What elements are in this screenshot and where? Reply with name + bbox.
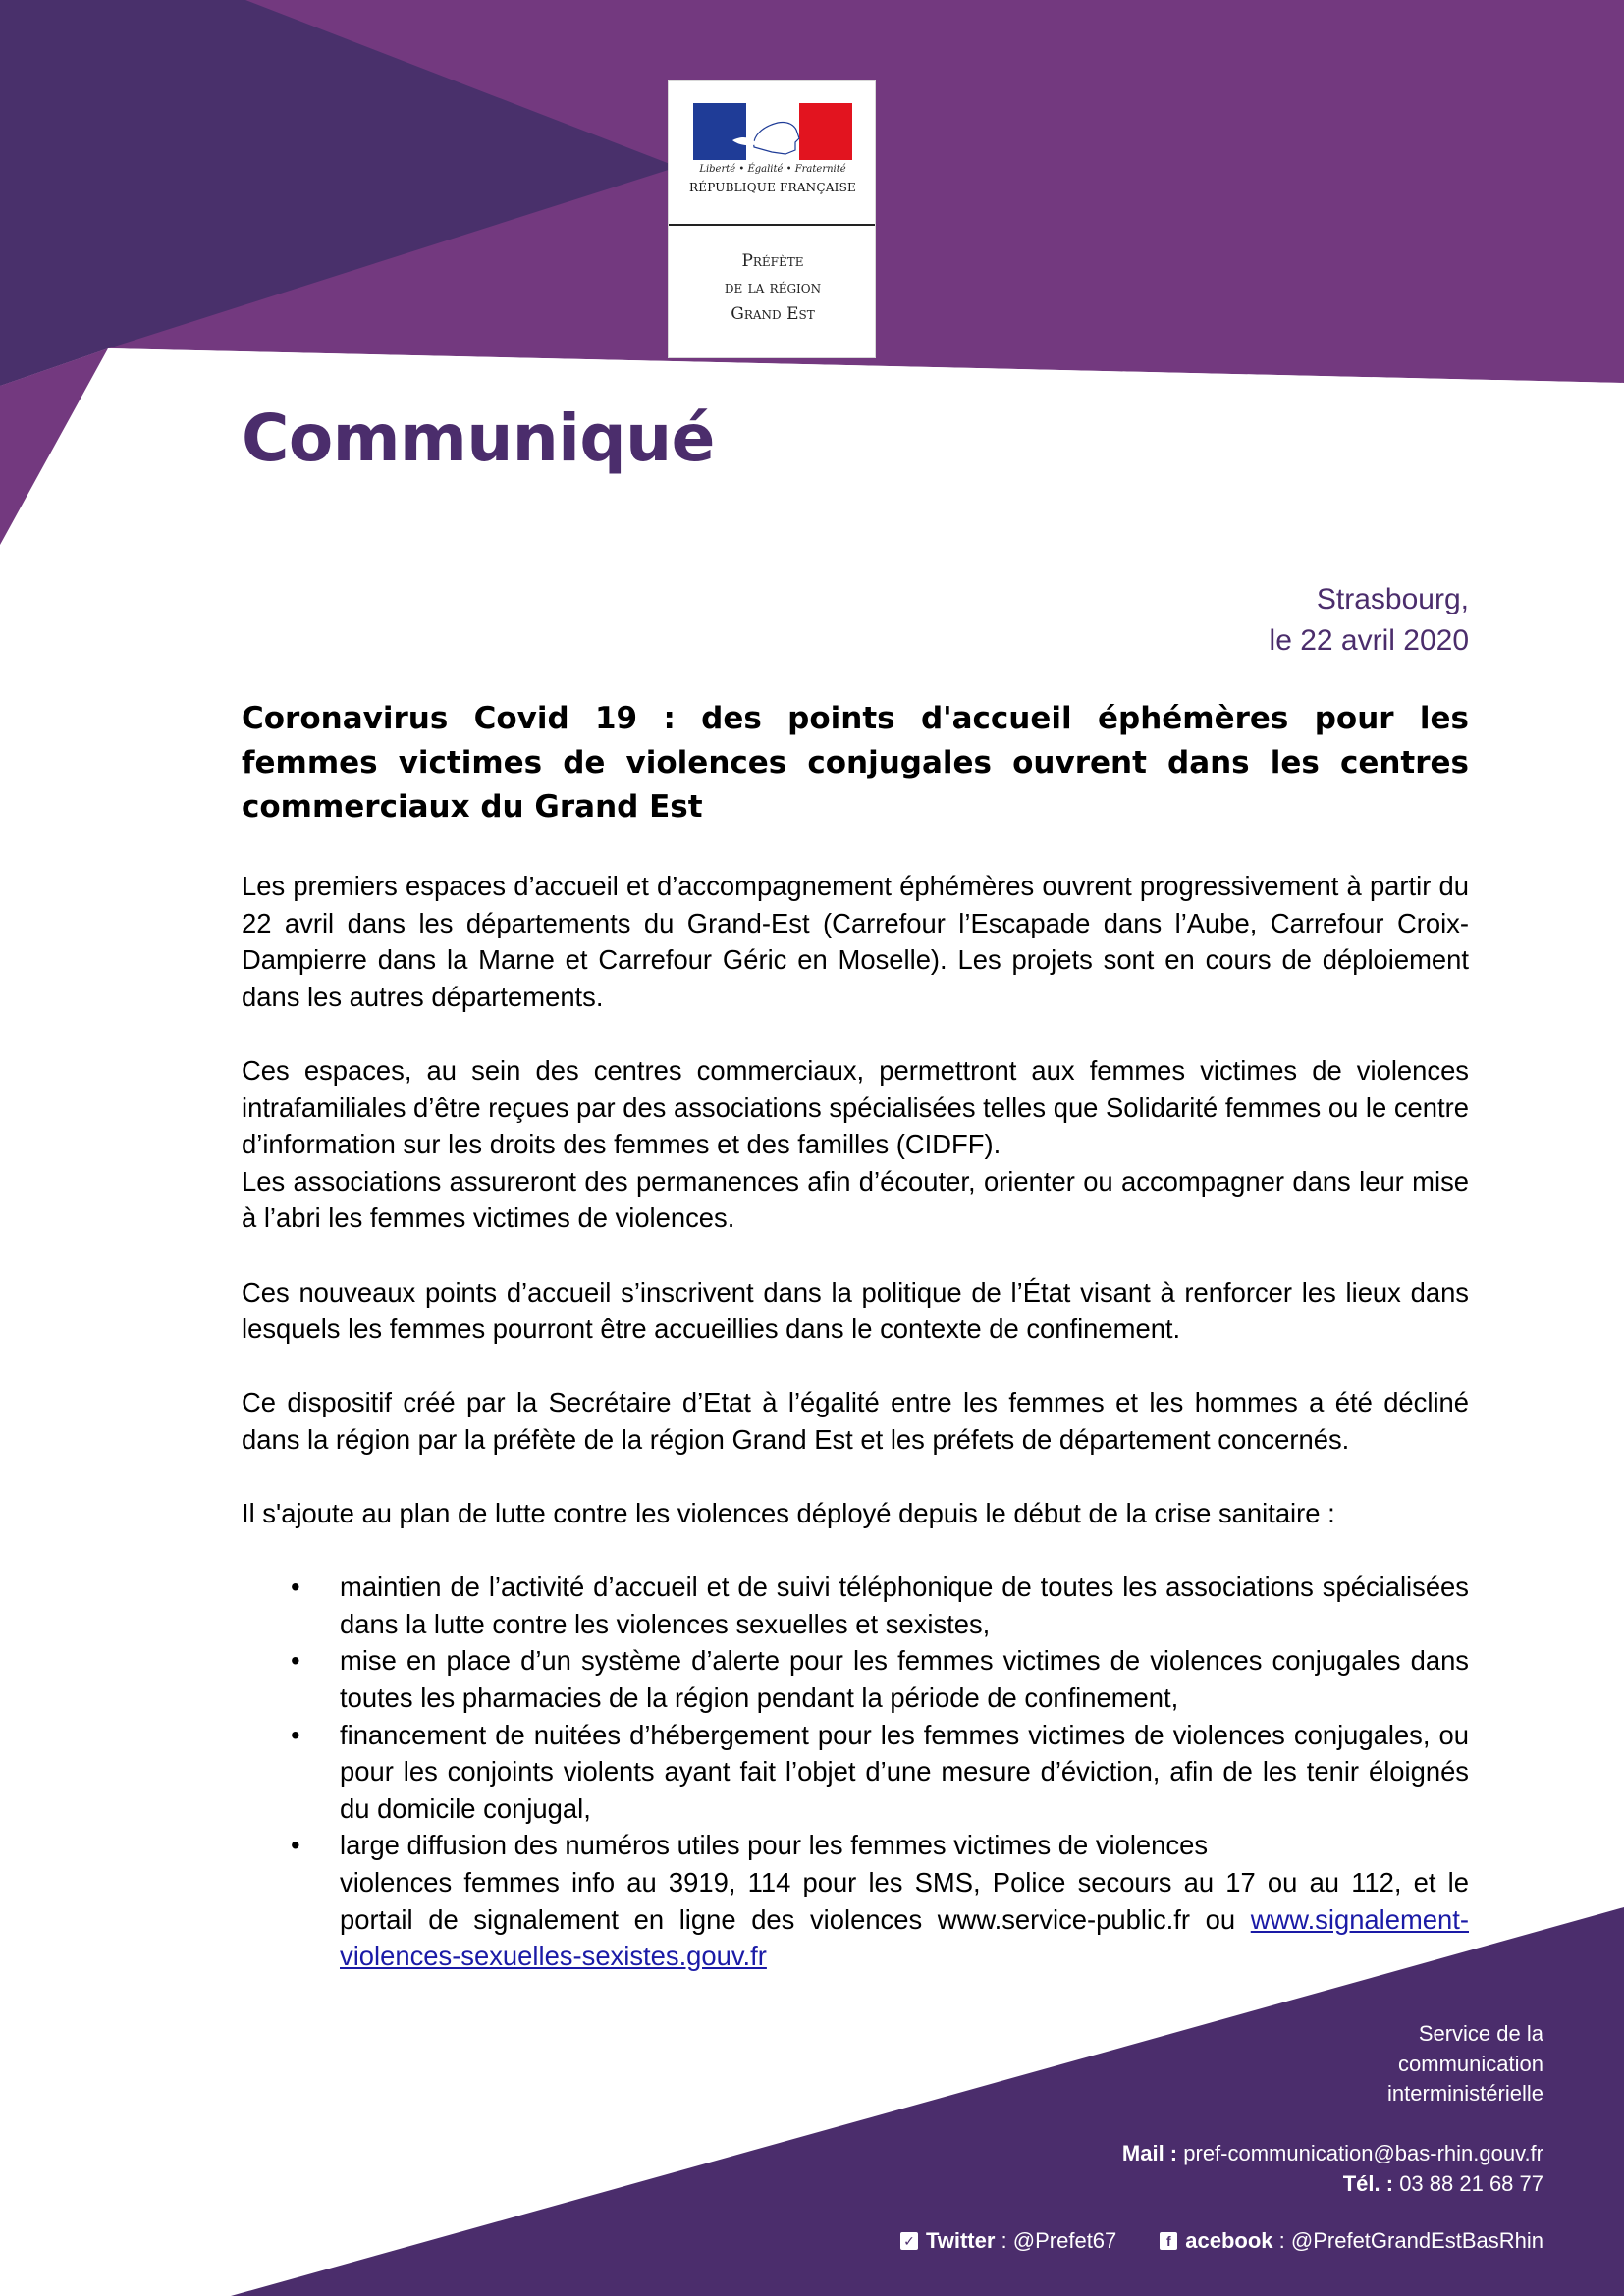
prefecture-line: Grand Est bbox=[731, 304, 815, 324]
paragraph: Les premiers espaces d’accueil et d’accompagnement éphémères ouvrent progressivement à partir du 22 avril dans les départements du Grand-Est (Carrefour l’Escapade dans l’Aube, Carrefour Croix-Dampierre dans la Marne et Carrefour Géric en Moselle). Les projets sont en cours de déploiement dans les autres départements. bbox=[242, 871, 1469, 1012]
paragraph: Ces espaces, au sein des centres commerciaux, permettront aux femmes victimes de violences intrafamiliales d’être reçues par des associations spécialisées telles que Solidarité femmes ou le centre d’information sur les droits des femmes et des familles (CIDFF). bbox=[242, 1054, 1469, 1160]
marianne-flag-icon bbox=[693, 103, 852, 160]
marianne-logo bbox=[668, 80, 876, 358]
date: le 22 avril 2020 bbox=[1269, 624, 1469, 657]
bullet: • bbox=[291, 1572, 300, 1603]
prefecture-line: Préfète bbox=[741, 251, 804, 271]
contact-info bbox=[1122, 2139, 1543, 2199]
tel-number[interactable]: 03 88 21 68 77 bbox=[1393, 2170, 1543, 2196]
list-item-text: violences femmes info au 3919, 114 pour les SMS, Police secours au 17 ou au 112, et le portail de signalement en ligne des violences www.service-public.fr ou bbox=[340, 1867, 1469, 1935]
list-item bbox=[242, 1717, 1469, 1828]
service-line: communication bbox=[1398, 2051, 1543, 2076]
paragraph: Les associations assureront des permanences afin d’écouter, orienter ou accompagner dans leur mise à l’abri les femmes victimes de violences. bbox=[242, 1165, 1469, 1234]
social-links bbox=[900, 2228, 1543, 2254]
bullet: • bbox=[291, 1645, 300, 1677]
prefecture-line: de la région bbox=[724, 278, 822, 297]
service-line: Service de la bbox=[1418, 2021, 1543, 2046]
list-item bbox=[242, 1569, 1469, 1642]
press-release-body bbox=[242, 868, 1469, 1975]
mail-label: Mail : bbox=[1121, 2141, 1178, 2165]
mail-address[interactable]: pref-communication@bas-rhin.gouv.fr bbox=[1177, 2141, 1543, 2165]
press-release-headline: Coronavirus Covid 19 : des points d'accueil éphémères pour les femmes victimes de violences conjugales ouvrent dans les centres commerciaux du Grand Est bbox=[242, 701, 1469, 825]
mail-line bbox=[1122, 2139, 1543, 2169]
twitter-icon: ✓ bbox=[900, 2232, 918, 2250]
bullet: • bbox=[291, 1830, 300, 1861]
list-item bbox=[242, 1827, 1469, 1974]
service-line: interministérielle bbox=[1387, 2081, 1543, 2106]
list-item-text: mise en place d’un système d’alerte pour les femmes victimes de violences conjugales dans toutes les pharmacies de la région pendant la période de confinement, bbox=[340, 1645, 1469, 1714]
twitter-link[interactable] bbox=[900, 2228, 1116, 2254]
paragraph: Ce dispositif créé par la Secrétaire d’Etat à l’égalité entre les femmes et les hommes a été décliné dans la région par la préfète de la région Grand Est et les préfets de département concernés. bbox=[242, 1387, 1469, 1455]
tel-label: Tél. : bbox=[1342, 2170, 1394, 2196]
republic-motto: Liberté • Égalité • Fraternité bbox=[699, 164, 846, 175]
service-name bbox=[1387, 2019, 1543, 2109]
place-and-date bbox=[1270, 579, 1469, 662]
facebook-label: acebook bbox=[1185, 2228, 1273, 2253]
paragraph: Il s'ajoute au plan de lutte contre les violences déployé depuis le début de la crise sanitaire : bbox=[242, 1498, 1335, 1529]
tel-line bbox=[1122, 2169, 1543, 2200]
twitter-label: Twitter bbox=[925, 2228, 996, 2253]
facebook-icon: f bbox=[1160, 2232, 1177, 2250]
prefecture-name bbox=[669, 248, 877, 328]
facebook-link[interactable] bbox=[1160, 2228, 1543, 2254]
signalement-link[interactable]: www.signalement-violences-sexuelles-sexistes.gouv.fr bbox=[340, 1903, 1469, 1972]
list-item-text-line: large diffusion des numéros utiles pour les femmes victimes de violences bbox=[340, 1830, 1209, 1861]
list-item-text: financement de nuitées d’hébergement pour les femmes victimes de violences conjugales, ou pour les conjoints violents ayant fait l’objet d’une mesure d’éviction, afin de les tenir éloignés du domicile conjugal, bbox=[340, 1719, 1469, 1824]
paragraph: Ces nouveaux points d’accueil s’inscrivent dans la politique de l’État visant à renforcer les lieux dans lesquels les femmes pourront être accueillies dans le contexte de confinement. bbox=[242, 1276, 1469, 1345]
facebook-handle: : @PrefetGrandEstBasRhin bbox=[1272, 2228, 1543, 2253]
bullet: • bbox=[291, 1719, 300, 1750]
logo-divider bbox=[669, 224, 875, 226]
list-item-text: maintien de l’activité d’accueil et de suivi téléphonique de toutes les associations spécialisées dans la lutte contre les violences sexuelles et sexistes, bbox=[340, 1572, 1469, 1639]
document-title: Communiqué bbox=[242, 400, 715, 476]
list-item bbox=[242, 1642, 1469, 1716]
measures-list bbox=[242, 1569, 1469, 1975]
republic-name: RÉPUBLIQUE FRANÇAISE bbox=[689, 181, 856, 194]
twitter-handle: : @Prefet67 bbox=[995, 2228, 1117, 2253]
place: Strasbourg, bbox=[1316, 583, 1469, 615]
